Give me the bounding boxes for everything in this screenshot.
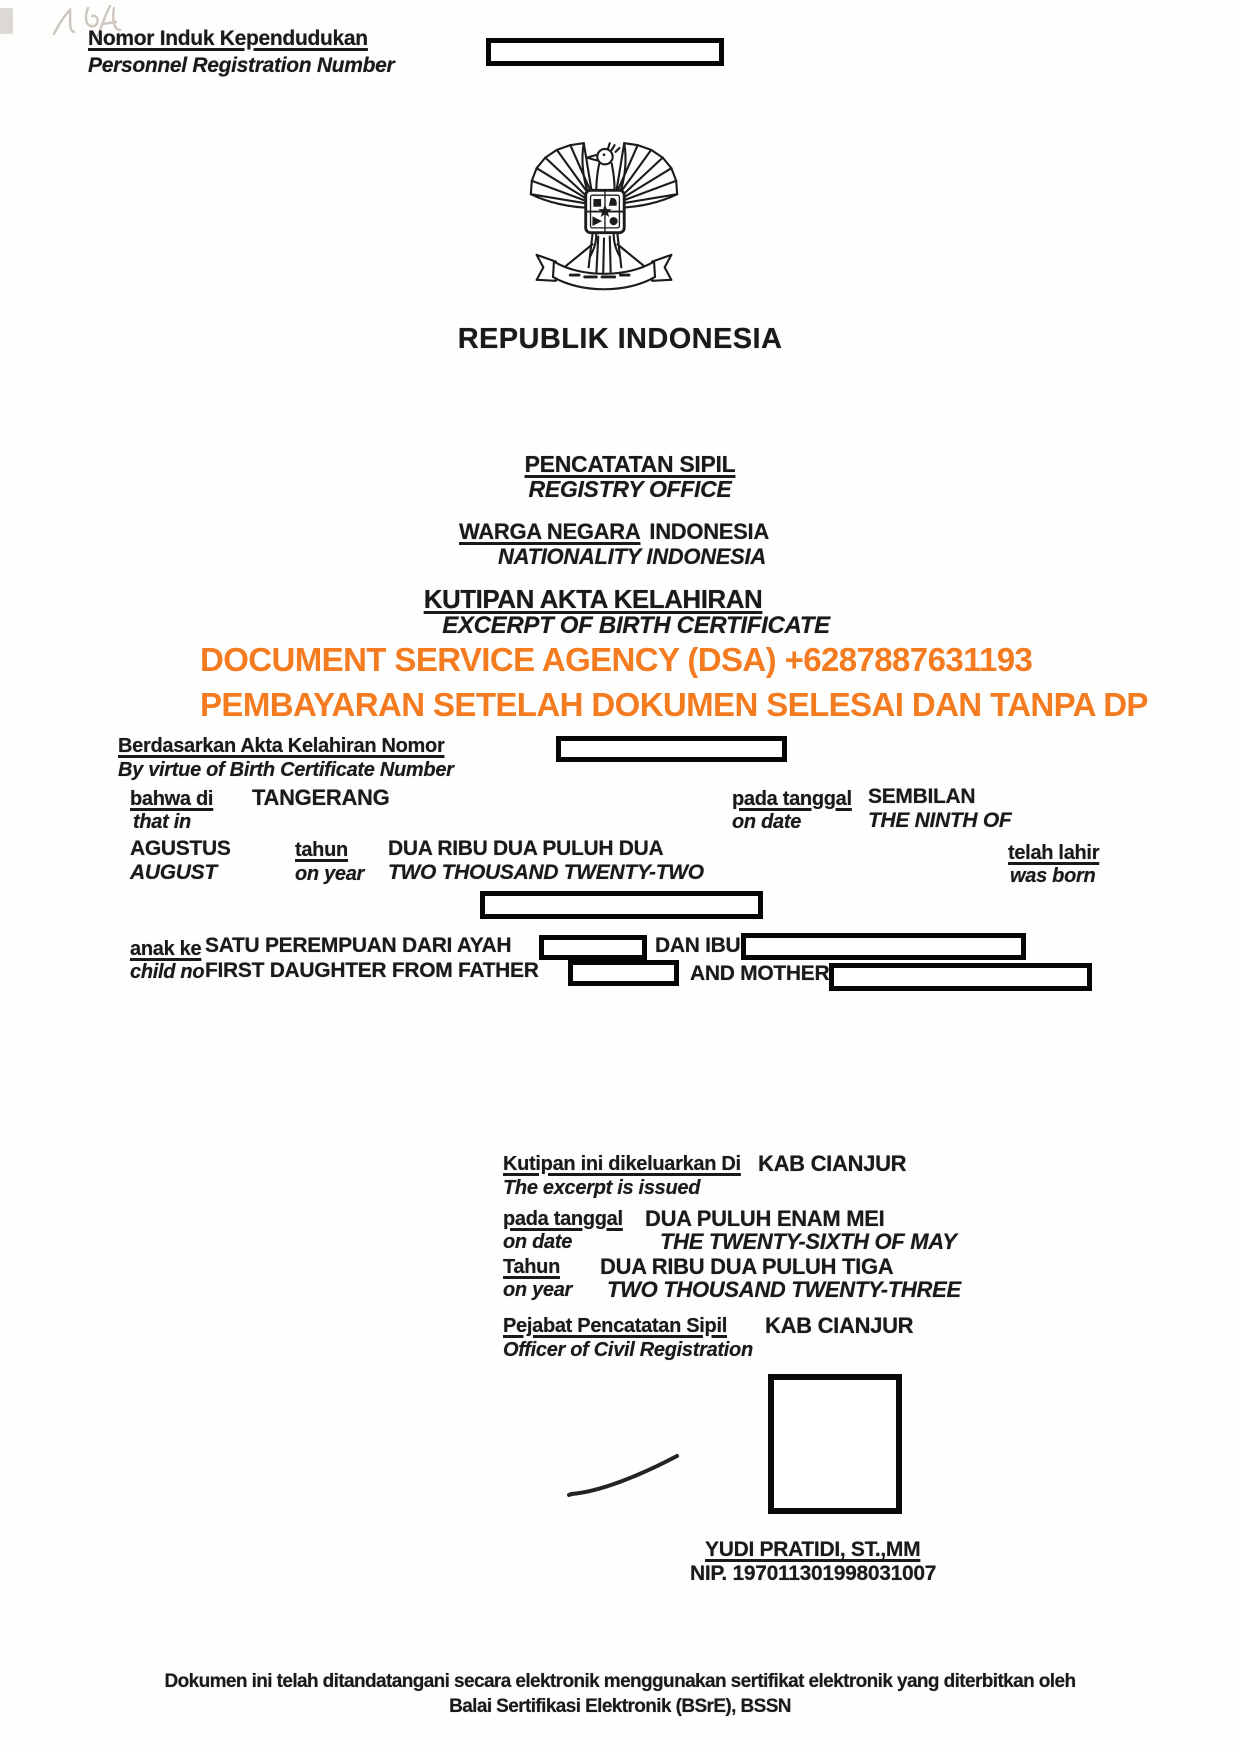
issued-at-label-en: The excerpt is issued <box>503 1177 701 1199</box>
issue-year-value-en: TWO THOUSAND TWENTY-THREE <box>607 1277 961 1302</box>
that-in-label-en: that in <box>133 811 191 833</box>
officer-place-value: KAB CIANJUR <box>765 1313 914 1338</box>
issued-place-value: KAB CIANJUR <box>758 1151 907 1176</box>
signature-stroke <box>565 1448 685 1504</box>
issue-date-value-en: THE TWENTY-SIXTH OF MAY <box>660 1229 957 1254</box>
scan-edge-artifact <box>0 8 13 34</box>
watermark-payment-line: PEMBAYARAN SETELAH DOKUMEN SELESAI DAN TANPA DP <box>200 686 1148 723</box>
child-desc-id: SATU PEREMPUAN DARI AYAH <box>205 934 512 957</box>
was-born-label-id: telah lahir <box>1008 842 1100 864</box>
certificate-title-id: KUTIPAN AKTA KELAHIRAN <box>423 584 763 614</box>
country-title: REPUBLIK INDONESIA <box>457 323 783 355</box>
redaction-box-nik <box>486 38 724 66</box>
garuda-pancasila-emblem <box>527 140 681 310</box>
child-no-label-id: anak ke <box>130 938 202 960</box>
redaction-box-mother-id <box>741 933 1026 960</box>
year-label-en: on year <box>295 863 365 885</box>
electronic-stamp-placeholder-box <box>768 1374 902 1514</box>
birth-month-value-id: AGUSTUS <box>130 837 231 860</box>
was-born-label-en: was born <box>1010 865 1096 887</box>
nationality-line-en: NATIONALITY INDONESIA <box>498 544 766 569</box>
and-mother-label-id: DAN IBU <box>655 934 741 957</box>
redaction-box-mother-en <box>829 963 1092 991</box>
redaction-box-certificate-number <box>556 736 787 762</box>
issued-at-label-id: Kutipan ini dikeluarkan Di <box>503 1153 741 1175</box>
issue-year-value-id: DUA RIBU DUA PULUH TIGA <box>600 1254 894 1279</box>
on-date-label-id: pada tanggal <box>732 788 852 810</box>
basis-label-en: By virtue of Birth Certificate Number <box>118 759 454 781</box>
nik-label-indonesian: Nomor Induk Kependudukan <box>88 27 368 50</box>
redaction-box-child-name <box>480 891 763 919</box>
nationality-label-rest: INDONESIA <box>649 519 769 544</box>
electronic-signature-notice-line2: Balai Sertifikasi Elektronik (BSrE), BSSN <box>449 1696 791 1717</box>
on-date-label-en: on date <box>732 811 802 833</box>
officer-label-en: Officer of Civil Registration <box>503 1339 753 1361</box>
year-label-id: tahun <box>295 839 348 861</box>
redaction-box-father-en <box>568 960 679 986</box>
officer-name: YUDI PRATIDI, ST.,MM <box>705 1538 921 1561</box>
electronic-signature-notice-line1: Dokumen ini telah ditandatangani secara elektronik menggunakan sertifikat elektronik yang diterbitkan oleh <box>164 1671 1076 1692</box>
registry-office-title-en: REGISTRY OFFICE <box>528 476 732 502</box>
and-mother-label-en: AND MOTHER <box>690 962 830 985</box>
issue-on-date-label-id: pada tanggal <box>503 1208 623 1230</box>
birth-year-value-en: TWO THOUSAND TWENTY-TWO <box>388 861 704 884</box>
birth-year-value-id: DUA RIBU DUA PULUH DUA <box>388 837 664 860</box>
nationality-line <box>0 520 1234 544</box>
issue-year-label-en: on year <box>503 1279 573 1301</box>
redaction-box-father-id <box>539 935 647 960</box>
issue-date-value-id: DUA PULUH ENAM MEI <box>645 1206 885 1231</box>
certificate-title-en: EXCERPT OF BIRTH CERTIFICATE <box>442 612 830 639</box>
basis-label-id: Berdasarkan Akta Kelahiran Nomor <box>118 735 445 757</box>
nationality-label-underlined: WARGA NEGARA <box>459 519 641 544</box>
birth-place-value: TANGERANG <box>252 785 390 810</box>
registry-office-title-id: PENCATATAN SIPIL <box>524 451 736 477</box>
child-desc-en: FIRST DAUGHTER FROM FATHER <box>205 959 539 982</box>
birth-month-value-en: AUGUST <box>130 861 217 884</box>
nik-label-english: Personnel Registration Number <box>88 54 395 77</box>
birth-date-value-en: THE NINTH OF <box>868 809 1012 832</box>
child-no-label-en: child no <box>130 961 205 983</box>
issue-year-label-id: Tahun <box>503 1256 561 1278</box>
that-in-label-id: bahwa di <box>130 788 214 810</box>
officer-nip: NIP. 197011301998031007 <box>690 1562 937 1585</box>
watermark-agency-line: DOCUMENT SERVICE AGENCY (DSA) +6287887631193 <box>200 641 1033 678</box>
birth-date-value-id: SEMBILAN <box>868 785 976 808</box>
issue-on-date-label-en: on date <box>503 1231 573 1253</box>
officer-label-id: Pejabat Pencatatan Sipil <box>503 1315 727 1337</box>
